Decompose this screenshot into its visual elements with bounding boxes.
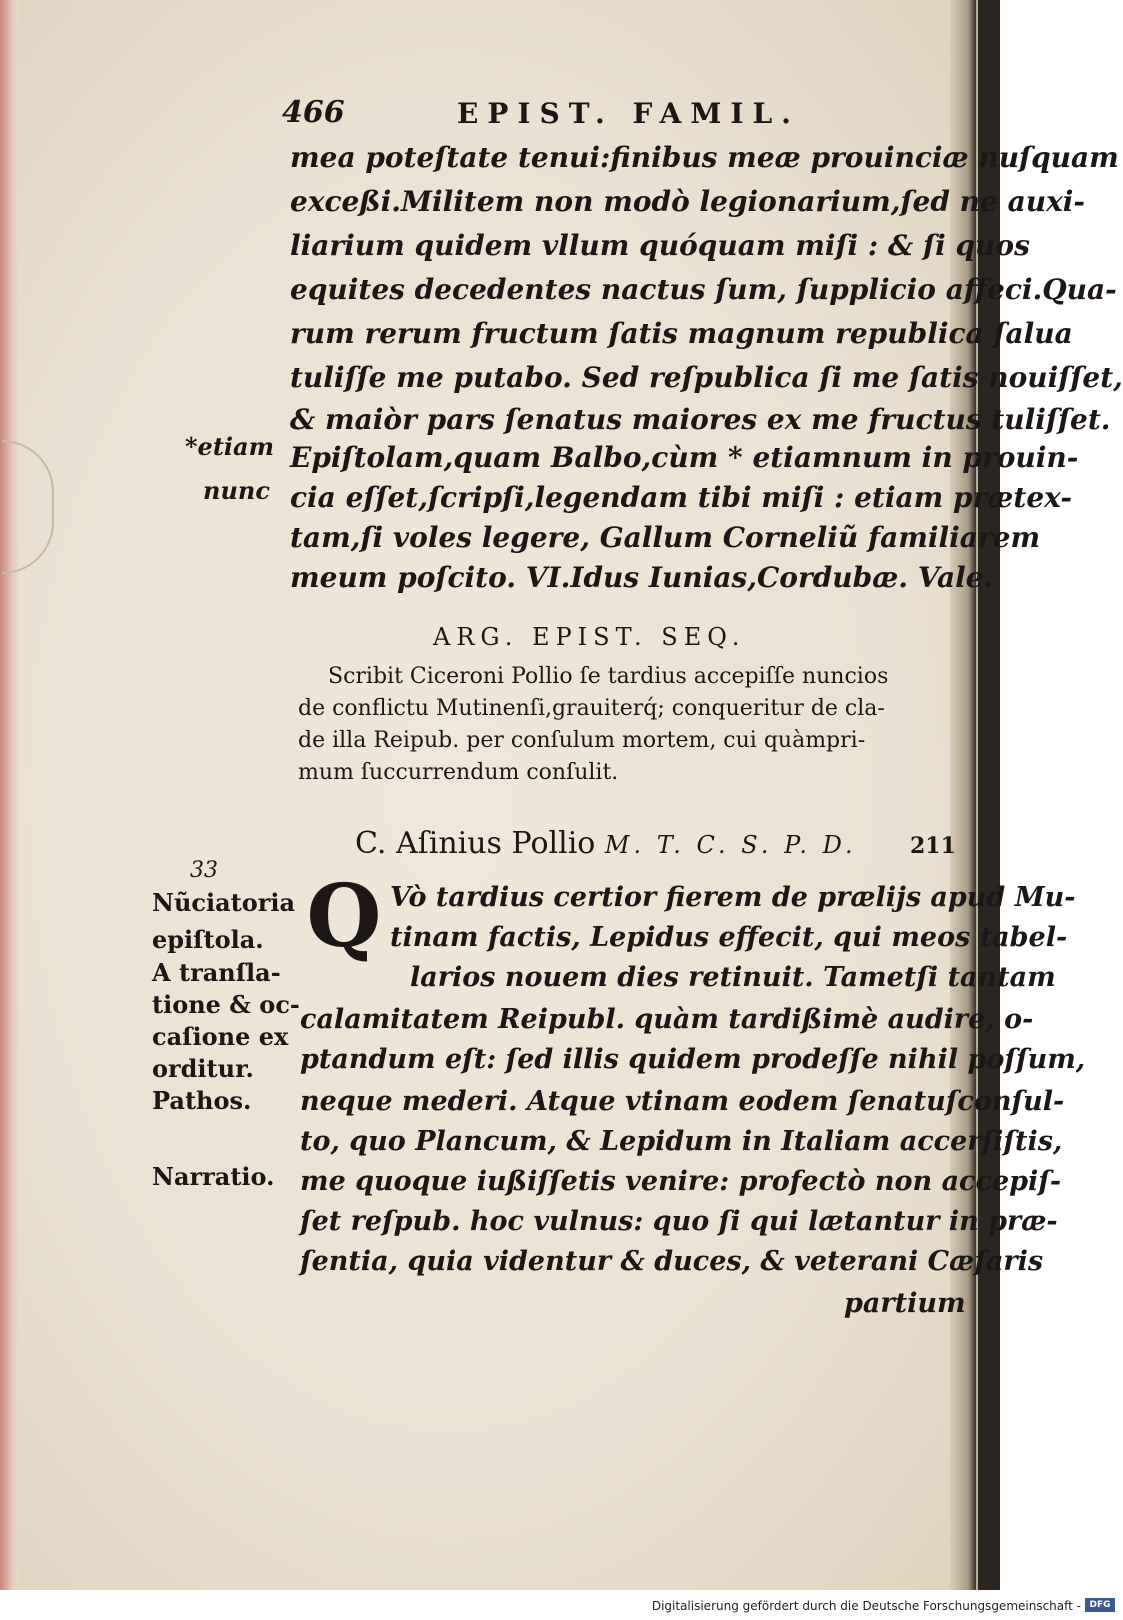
running-header	[282, 95, 802, 135]
argument-title: ARG. EPIST. SEQ.	[433, 623, 746, 651]
text-line: exceßi.Militem non modò legionarium,ſed ne auxi-	[290, 185, 1086, 218]
dfg-logo-icon: DFG	[1085, 1598, 1115, 1612]
margin-note: tione & oc-	[152, 990, 300, 1019]
text-line: tuliſſe me putabo. Sed reſpublica ſi me ſatis nouiſſet,	[290, 361, 1123, 394]
letter-salutation	[355, 826, 857, 861]
text-line: ſet reſpub. hoc vulnus: quo ſi qui lætantur in præ-	[300, 1206, 1058, 1237]
argument-line: de illa Reipub. per conſulum mortem, cui quàmpri-	[298, 728, 866, 753]
text-line: & maiòr pars ſenatus maiores ex me fructus tuliſſet.	[290, 403, 1111, 436]
margin-note: orditur.	[152, 1054, 254, 1083]
margin-note: epiſtola.	[152, 925, 264, 954]
margin-note-nunc: nunc	[203, 476, 270, 505]
text-line: ſentia, quia videntur & duces, & veterani Cæſaris	[300, 1246, 1044, 1277]
catchword: partium	[844, 1288, 966, 1319]
text-line: larios nouem dies retinuit. Tametſi tantam	[410, 962, 1056, 993]
argument-line: Scribit Ciceroni Pollio ſe tardius accepiſſe nuncios	[328, 664, 889, 689]
handwritten-number: 33	[190, 858, 218, 883]
margin-note: Nũciatoria	[152, 888, 296, 917]
text-line: to, quo Plancum, & Lepidum in Italiam accerſiſtis,	[300, 1126, 1063, 1157]
text-line: tinam factis, Lepidus effecit, qui meos tabel-	[390, 922, 1068, 953]
text-line: ptandum eſt: ſed illis quidem prodeſſe nihil poſſum,	[300, 1044, 1086, 1075]
text-line: meum poſcito. VI.Idus Iunias,Cordubæ. Vale.	[290, 561, 994, 594]
page-number: 466	[282, 95, 345, 130]
margin-note-etiam: *etiam	[185, 432, 274, 461]
text-line: me quoque iußiſſetis venire: profectò non accepiſ-	[300, 1166, 1062, 1197]
salutation-formula: M. T. C. S. P. D.	[604, 831, 857, 859]
margin-note: Pathos.	[152, 1086, 252, 1115]
drop-cap-letter: Q	[306, 866, 382, 967]
text-line: mea poteſtate tenui:finibus meæ prouinciæ nuſquam	[290, 141, 1119, 174]
margin-note: caſione ex	[152, 1022, 289, 1051]
text-line: rum rerum fructum ſatis magnum republica ſalua	[290, 317, 1073, 350]
footer-credit: Digitalisierung gefördert durch die Deutsche Forschungsgemeinschaft -	[651, 1599, 1081, 1613]
text-line: liarium quidem vllum quóquam miſi : & ſi quos	[290, 229, 1030, 262]
argument-line: de conflictu Mutinenſi,grauiterq́; conqueritur de cla-	[298, 696, 885, 721]
text-line: neque mederi. Atque vtinam eodem ſenatuſconſul-	[300, 1086, 1065, 1117]
text-line: Epiſtolam,quam Balbo,cùm * etiamnum in prouin-	[290, 441, 1079, 474]
text-line: Vò tardius certior fierem de prælijs apud Mu-	[390, 882, 1076, 913]
epistle-number: 211	[910, 833, 956, 859]
margin-note: A tranſla-	[152, 958, 281, 987]
margin-note: Narratio.	[152, 1162, 275, 1191]
text-line: equites decedentes nactus ſum, ſupplicio affeci.Qua-	[290, 273, 1117, 306]
sender-name: C. Aſinius Pollio	[355, 826, 596, 861]
running-title: EPIST. FAMIL.	[457, 97, 800, 130]
drop-cap	[300, 866, 388, 967]
text-line: cia eſſet,ſcripſi,legendam tibi miſi : etiam prætex-	[290, 481, 1072, 514]
text-line: tam,ſi voles legere, Gallum Corneliũ familiarem	[290, 521, 1041, 554]
argument-line: mum ſuccurrendum conſulit.	[298, 760, 619, 785]
text-line: calamitatem Reipubl. quàm tardißimè audire, o-	[300, 1004, 1034, 1035]
